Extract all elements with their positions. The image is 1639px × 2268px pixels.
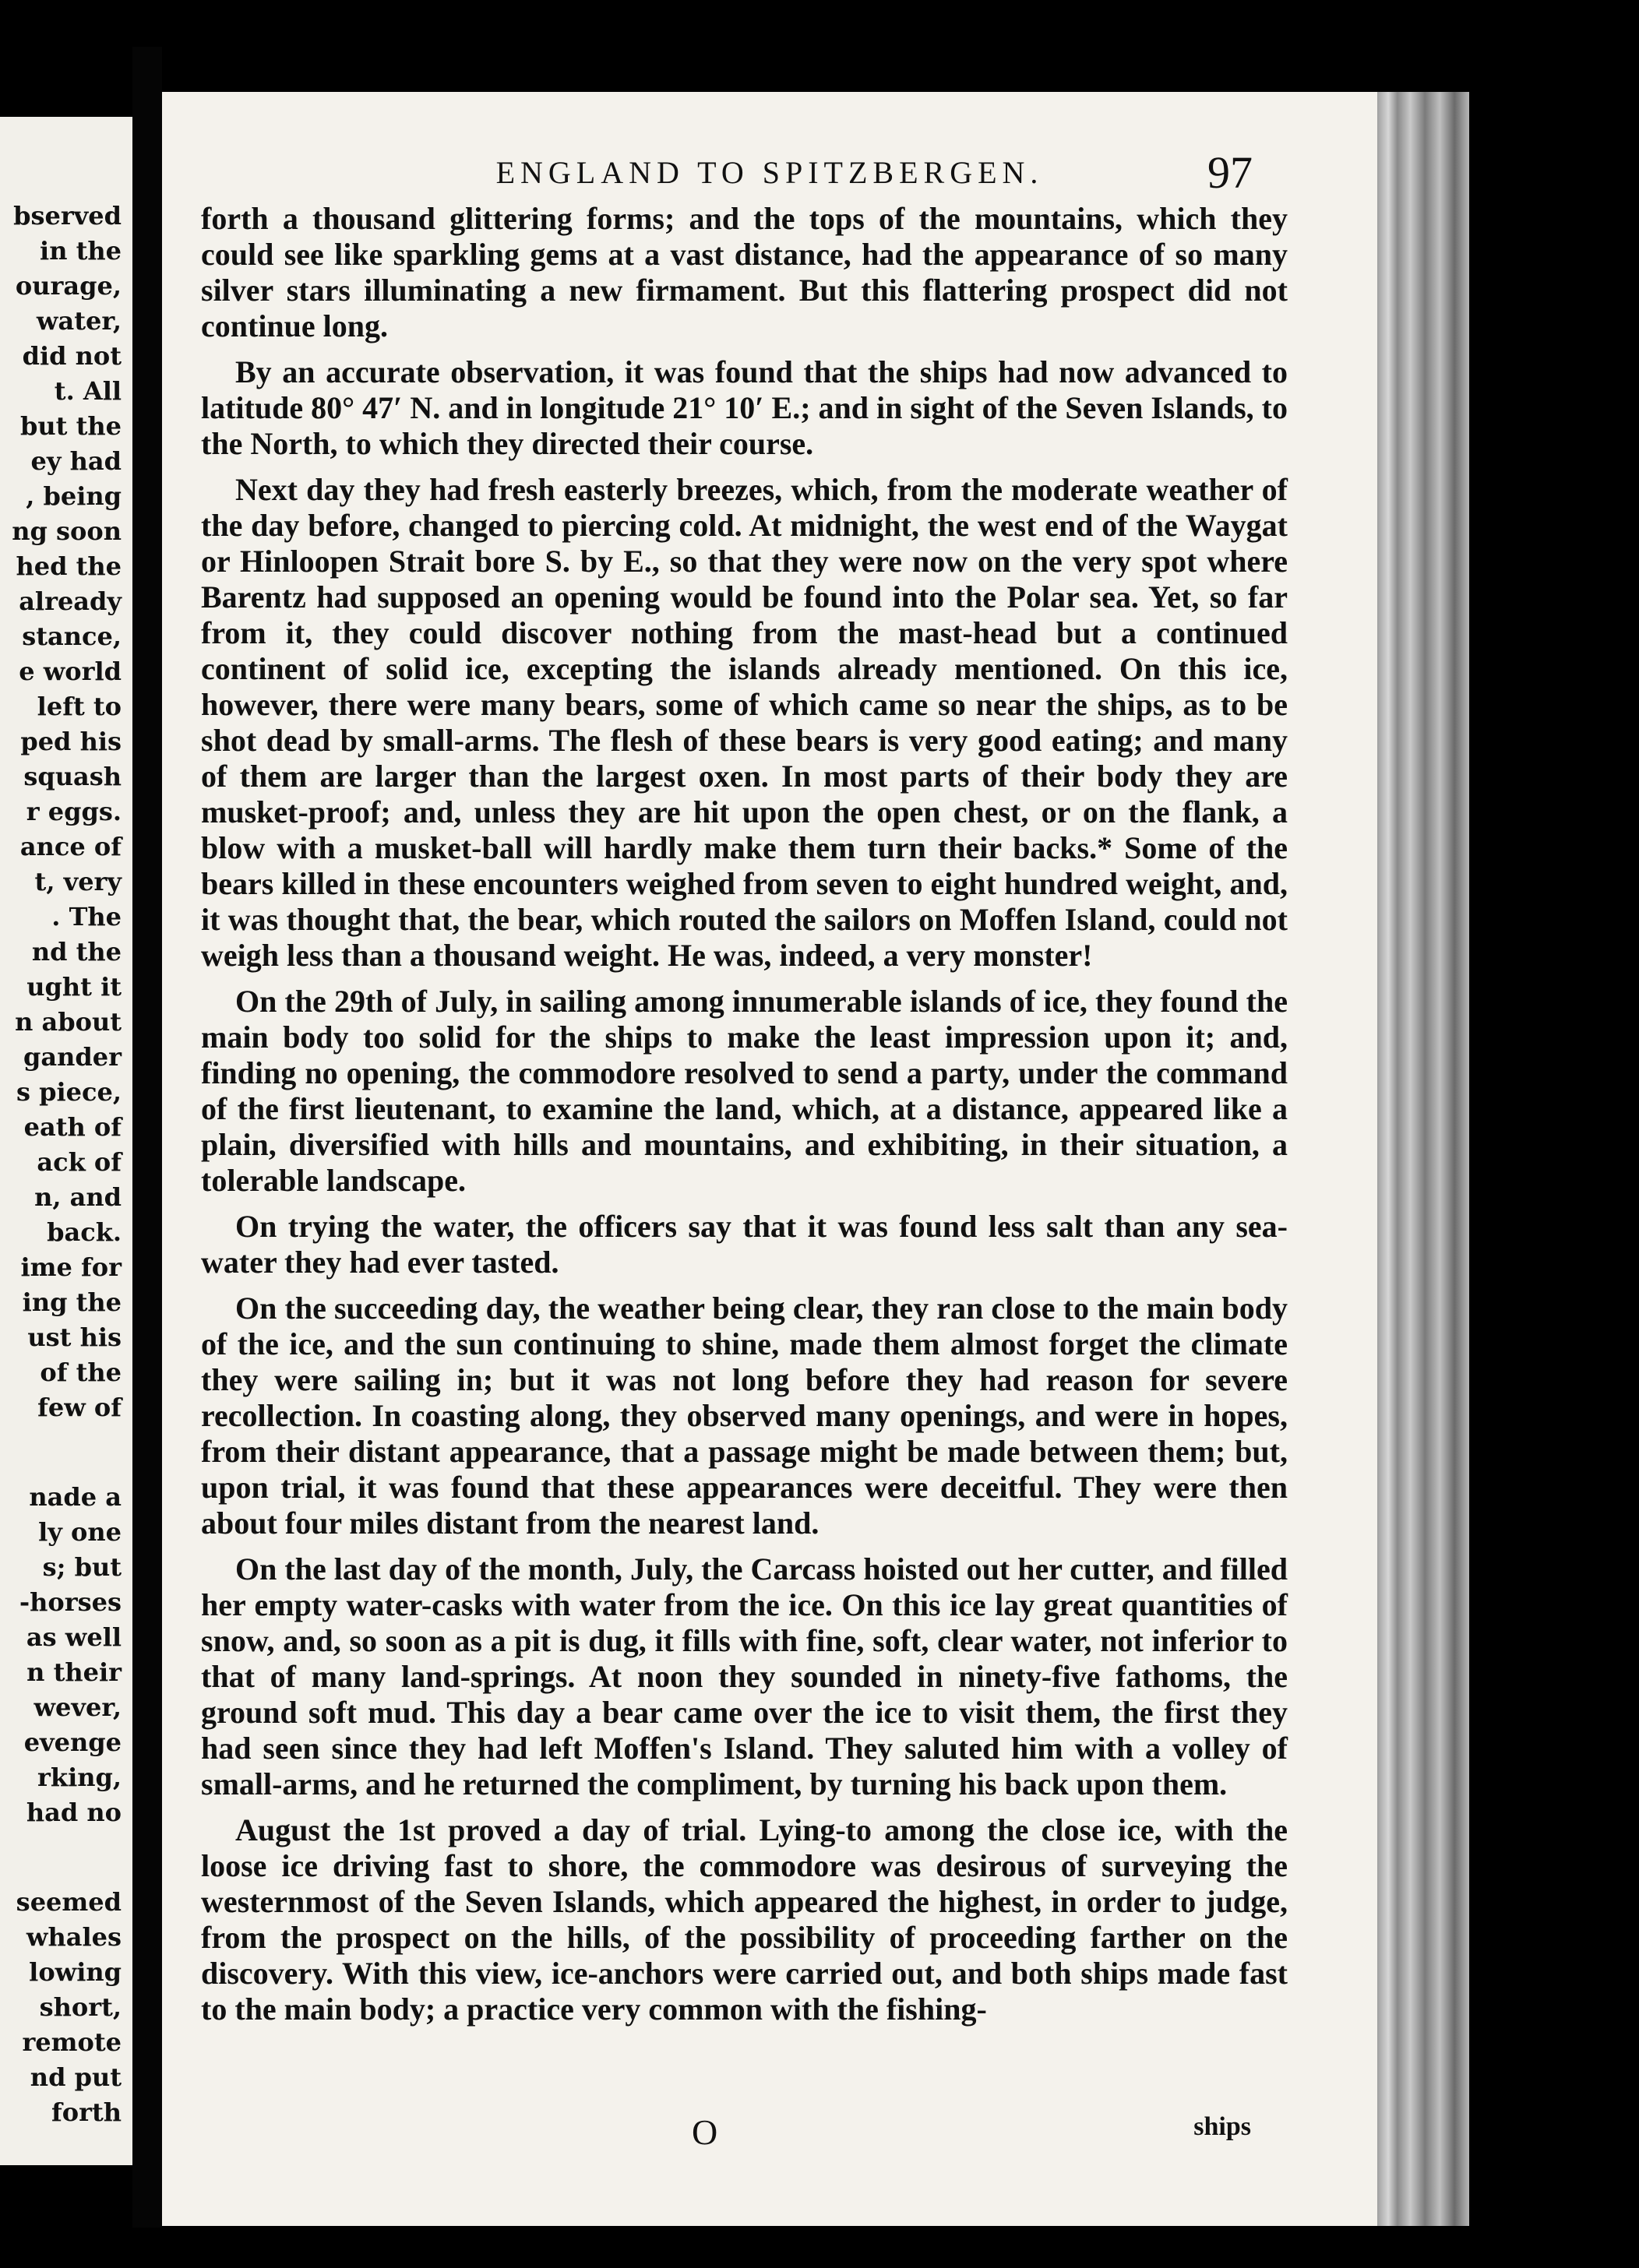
facing-page-line: nade a: [29, 1482, 122, 1512]
facing-page-line: e world: [19, 657, 122, 686]
facing-page-line: back.: [47, 1217, 122, 1247]
page-number: 97: [1207, 147, 1253, 198]
facing-page-fragment: [0, 117, 132, 2165]
facing-page-line: bserved: [13, 201, 122, 231]
facing-page-line: but the: [20, 411, 122, 441]
signature-mark: O: [692, 2112, 718, 2152]
facing-page-line: forth: [51, 2097, 122, 2127]
facing-page-line: hed the: [16, 551, 122, 581]
facing-page-line: nd the: [31, 937, 122, 967]
facing-page-line: already: [19, 586, 122, 616]
facing-page-line: ught it: [26, 972, 122, 1002]
facing-page-line: ime for: [20, 1252, 122, 1282]
facing-page-line: ance of: [19, 832, 122, 861]
facing-page-line: ourage,: [15, 271, 122, 301]
facing-page-line: remote: [22, 2027, 122, 2057]
facing-page-line: had no: [26, 1798, 122, 1827]
facing-page-line: -horses: [19, 1587, 122, 1617]
paragraph: On the 29th of July, in sailing among innumerable islands of ice, they found the main body too solid for the ships to make the least impression upon it; and, finding no opening, the commodore resolved to send a party, under the command of the first lieutenant, to examine the land, which, at a distance, appeared like a plain, diversified with hills and mountains, and exhibiting, in their situation, a tolerable landscape.: [201, 984, 1288, 1198]
facing-page-line: rking,: [37, 1763, 122, 1792]
facing-page-line: did not: [22, 341, 122, 371]
facing-page-line: ped his: [20, 727, 122, 756]
facing-page-line: . The: [51, 902, 122, 932]
body-text: [201, 201, 1288, 2037]
facing-page-line: water,: [36, 306, 122, 336]
paragraph: On the succeeding day, the weather being clear, they ran close to the main body of the ice, and the sun continuing to shine, made them almost forget the climate they were sailing in; but it was not long before they had reason for severe recollection. In coasting along, they observed many openings, and were in hopes, from their distant appearance, that a passage might be made between them; but, upon trial, it was found that these appearances were deceitful. They were then about four miles distant from the nearest land.: [201, 1291, 1288, 1541]
facing-page-line: seemed: [16, 1887, 122, 1917]
facing-page-line: s piece,: [16, 1077, 122, 1107]
facing-page-line: eath of: [23, 1112, 122, 1142]
facing-page-line: r eggs.: [26, 797, 122, 826]
paragraph: forth a thousand glittering forms; and the tops of the mountains, which they could see like sparkling gems at a vast distance, had the appearance of so many silver stars illuminating a new firmament. But this flattering prospect did not continue long.: [201, 201, 1288, 343]
facing-page-line: ust his: [27, 1322, 122, 1352]
facing-page-line: , being: [26, 481, 122, 511]
facing-page-line: few of: [37, 1393, 122, 1422]
facing-page-line: squash: [23, 762, 122, 791]
book-page: [162, 92, 1377, 2226]
facing-page-line: ng soon: [12, 516, 122, 546]
facing-page-line: of the: [40, 1358, 122, 1387]
paragraph: On trying the water, the officers say that it was found less salt than any sea-water they had ever tasted.: [201, 1209, 1288, 1280]
facing-page-line: short,: [39, 1992, 122, 2022]
facing-page-line: n, and: [34, 1182, 122, 1212]
facing-page-line: left to: [37, 692, 122, 721]
page-edges: [1377, 92, 1469, 2226]
facing-page-line: stance,: [22, 622, 122, 651]
facing-page-line: gander: [23, 1042, 122, 1072]
facing-page-line: ly one: [38, 1517, 122, 1547]
paragraph: On the last day of the month, July, the Carcass hoisted out her cutter, and filled her empty water-casks with water from the ice. On this ice lay great quantities of snow, and, so soon as a pit is dug, it fills with fine, soft, clear water, not inferior to that of many land-springs. At noon they sounded in ninety-five fathoms, the ground soft mud. This day a bear came over the ice to visit them, the first they had seen since they had left Moffen's Island. They saluted him with a volley of small-arms, and he returned the compliment, by turning his back upon them.: [201, 1551, 1288, 1801]
facing-page-line: wever,: [33, 1692, 122, 1722]
facing-page-line: n their: [26, 1657, 122, 1687]
facing-page-line: s; but: [42, 1552, 122, 1582]
facing-page-line: ey had: [30, 446, 122, 476]
facing-page-line: lowing: [29, 1957, 122, 1987]
paragraph: August the 1st proved a day of trial. Lying-to among the close ice, with the loose ice driving fast to shore, the commodore was desirous of surveying the westernmost of the Seven Islands, which appeared the highest, in order to judge, from the prospect on the hills, of the possibility of proceeding farther on the discovery. With this view, ice-anchors were carried out, and both ships made fast to the main body; a practice very common with the fishing-: [201, 1812, 1288, 2027]
facing-page-line: n about: [15, 1007, 122, 1037]
paragraph: Next day they had fresh easterly breezes, which, from the moderate weather of the day before, changed to piercing cold. At midnight, the west end of the Waygat or Hinloopen Strait bore S. by E., so that they were now on the very spot where Barentz had supposed an opening would be found into the Polar sea. Yet, so far from it, they could discover nothing from the mast-head but a continued continent of solid ice, excepting the islands already mentioned. On this ice, however, there were many bears, some of which came so near the ships, as to be shot dead by small-arms. The flesh of these bears is very good eating; and many of them are larger than the largest oxen. In most parts of their body they are musket-proof; and, unless they are hit upon the open chest, or on the flank, a blow with a musket-ball will hardly make them turn their backs.* Some of the bears killed in these encounters weighed from seven to eight hundred weight, and, it was thought that, the bear, which routed the sailors on Moffen Island, could not weigh less than a thousand weight. He was, indeed, a very monster!: [201, 472, 1288, 973]
facing-page-line: t. All: [54, 376, 122, 406]
facing-page-line: ack of: [37, 1147, 122, 1177]
catchword: ships: [1193, 2112, 1251, 2141]
book-gutter: [132, 47, 162, 2228]
facing-page-line: in the: [40, 236, 122, 266]
paragraph: By an accurate observation, it was found that the ships had now advanced to latitude 80° 47′ N. and in longitude 21° 10′ E.; and in sight of the Seven Islands, to the North, to which they directed their course.: [201, 354, 1288, 461]
facing-page-line: evenge: [23, 1727, 122, 1757]
facing-page-line: whales: [26, 1922, 122, 1952]
facing-page-line: as well: [26, 1622, 122, 1652]
facing-page-line: ing the: [22, 1287, 122, 1317]
facing-page-line: t, very: [34, 867, 122, 896]
facing-page-line: nd put: [30, 2062, 122, 2092]
running-head: ENGLAND TO SPITZBERGEN.: [495, 155, 1044, 190]
